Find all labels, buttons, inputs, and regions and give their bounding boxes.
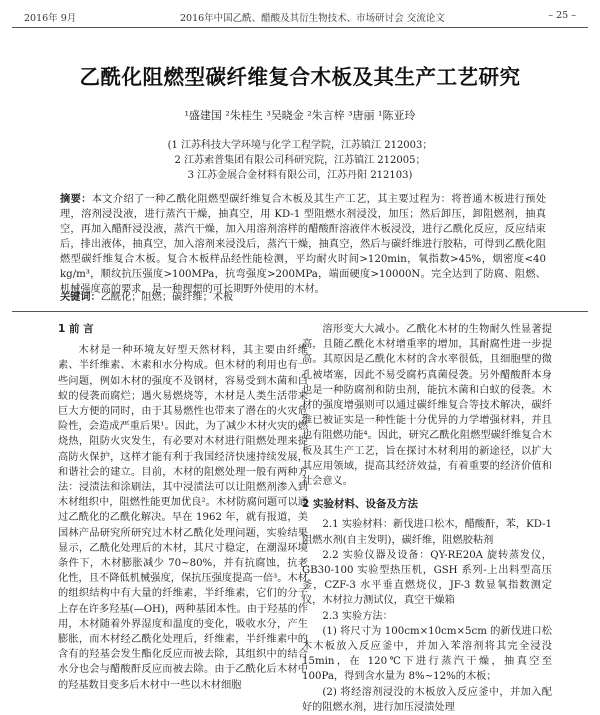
header-rule — [12, 27, 588, 28]
running-header — [12, 8, 588, 26]
affiliation-1: (1 江苏科技大学环境与化学工程学院，江苏镇江 212003； — [167, 140, 433, 151]
methods-item: (2) 将经溶剂浸没的木板放入反应釜中，并加入配好的阻燃水剂，进行加压浸渍处理 — [302, 686, 552, 713]
header-conference: 2016年中国乙酰、醋酸及其衍生物技术、市场研讨会 交流论文 — [180, 13, 445, 24]
keywords-label: 关键词： — [60, 292, 101, 303]
author-list: ¹盛建国 ²朱桂生 ³吴晓金 ²朱言梓 ³唐丽 ¹陈亚玲 — [184, 109, 416, 122]
header-date: 2016年 9月 — [24, 13, 77, 24]
methods-item: 2.2 实验仪器及设备：QY-RE20A 旋转蒸发仪，GB30-100 实验型热压机，GSH 系列-上出料型高压釜，CZF-3 水平垂直燃烧仪，JF-3 数显氧指数测定仪，木材拉力测试仪，真空干燥箱 — [302, 549, 552, 607]
abstract — [60, 192, 546, 297]
keywords-text: 乙酰化；阻燃；碳纤维；木板 — [100, 292, 234, 303]
section-heading-introduction: 1 前 言 — [58, 323, 94, 335]
methods-item: 2.1 实验材料：新伐进口松木，醋酸酐，苯，KD-1 阻燃水剂(自主发明)，碳纤维，阻燃胶粘剂 — [302, 519, 552, 546]
intro-paragraph: 木材是一种环境友好型天然材料，其主要由纤维素、半纤维素、木素和水分构成。但木材的利用也有一些问题，例如木材的强度不及钢材，容易受到木菌和白蚁的侵袭而腐烂；遇火易燃烧等，木材是人类生活带来巨大方便的同时，由于其易燃性也带来了潜在的火灾危险性，会造成严重后果¹。因此，为了减少木材火灾的燃烧热，阻防火灾发生，有必要对木材进行阻燃处理来提高防火保护，这样才能有利于我国经济快速持续发展，和谐社会的建立。目前，木材的阻燃处理一般有两种方法：浸渍法和涂刷法，其中浸渍法可以让阻燃剂渗入到木材组织中，阻燃性能更加优良²。木材防腐问题可以通过乙酰化的乙酰化解决。早在 1962 年，就有报道，美国林产品研究所研究过木材乙酰化处理问题，实验结果显示，乙酰化处理后的木材，其尺寸稳定，在潮湿环境条件下，木材膨胀减少 70~80%，并有抗腐蚀，抗老化性，且不降低机械强度，保抗压强度提高一倍³。木材的组织结构中有大量的纤维素，半纤维素，它们的分子上存在许多羟基(—OH)，两种基团本性。由于羟基的作用，木材随着外界湿度和温度的变化，吸收水分，产生膨胀，而木材经乙酰化处理后，纤维素，半纤维素中的含有的羟基会发生酯化反应而被去除，其组织中的结合水分也会与醋酸酐反应而被去除。由于乙酰化后木材中的羟基数目变多后木材中一些以木材细胞 — [58, 345, 308, 691]
affiliation-2: 2 江苏索普集团有限公司科研究院，江苏镇江 212005； — [174, 155, 426, 166]
methods-item: (1) 将尺寸为 100cm×10cm×5cm 的新伐进口松木木板放入反应釜中，并加入苯溶剂将其完全浸没 15min，在 120℃下进行蒸汽干燥，抽真空至 100Pa，得到含水量为 8%~12%的木板； — [302, 625, 552, 683]
header-page-number: – 25 – — [548, 10, 576, 21]
paper-title: 乙酰化阻燃型碳纤维复合木板及其生产工艺研究 — [79, 65, 521, 89]
abstract-text: 本文介绍了一种乙酰化阻燃型碳纤维复合木板及其生产工艺，其主要过程为：将普通木板进行预处理，溶剂浸没液，进行蒸汽干燥，抽真空，用 KD-1 型阻燃水剂浸没，加压；然后卸压，卸阻燃剂，抽真空，再加入醋酐浸没液，蒸汽干燥，加入用溶剂溶样的醋酸酐溶液伴木板浸没，进行乙酰化反应，反应结束后，排出液体，抽真空，加入溶剂来浸没后，蒸汽干燥，抽真空，然后与碳纤维进行胶粘，可得到乙酰化阻燃型碳纤维复合木板。复合木板样品经性能检测，平均耐火时间>120min，氧指数>45%，烟密度<40 kg/m³，顺纹抗压强度>100MPa，抗弯强度>200MPa，端面硬度>10000N。完全达到了防腐、阻燃、机械强度高的要求，是一种理想的可长期野外使用的木材。 — [60, 194, 547, 295]
keywords — [60, 288, 233, 303]
abstract-label: 摘要： — [60, 194, 92, 205]
affiliation-3: 3 江苏金展合金材料有限公司，江苏丹阳 212103) — [187, 170, 413, 181]
left-column — [58, 322, 308, 693]
section-heading-methods: 2 实验材料、设备及方法 — [302, 498, 418, 511]
intro-continuation-paragraph: 溶形变大大减小。乙酰化木材的生物耐久性显著提高，且随乙酰化木材增重率的增加，其耐腐性进一步提高。其原因是乙酰化木材的含水率很低，且细胞壁的微孔被堵塞，因此不易受腐朽真菌侵袭。另外醋酸酐本身也是一种防腐剂和防虫剂，能抗木菌和白蚁的侵袭。木材的强度增强则可以通过碳纤维复合等技术解决，碳纤维已被证实是一种性能十分优异的力学增强材料，并且也有阻燃功能⁴。因此，研究乙酰化阻燃型碳纤维复合木板及其生产工艺，旨在探讨木材利用的新途径，以扩大其应用领域，提高其经济效益，有着重要的经济价值和社会意义。 — [302, 324, 552, 488]
abstract-rule — [12, 311, 588, 312]
methods-item: 2.3 实验方法： — [322, 610, 393, 622]
right-column — [302, 322, 552, 715]
